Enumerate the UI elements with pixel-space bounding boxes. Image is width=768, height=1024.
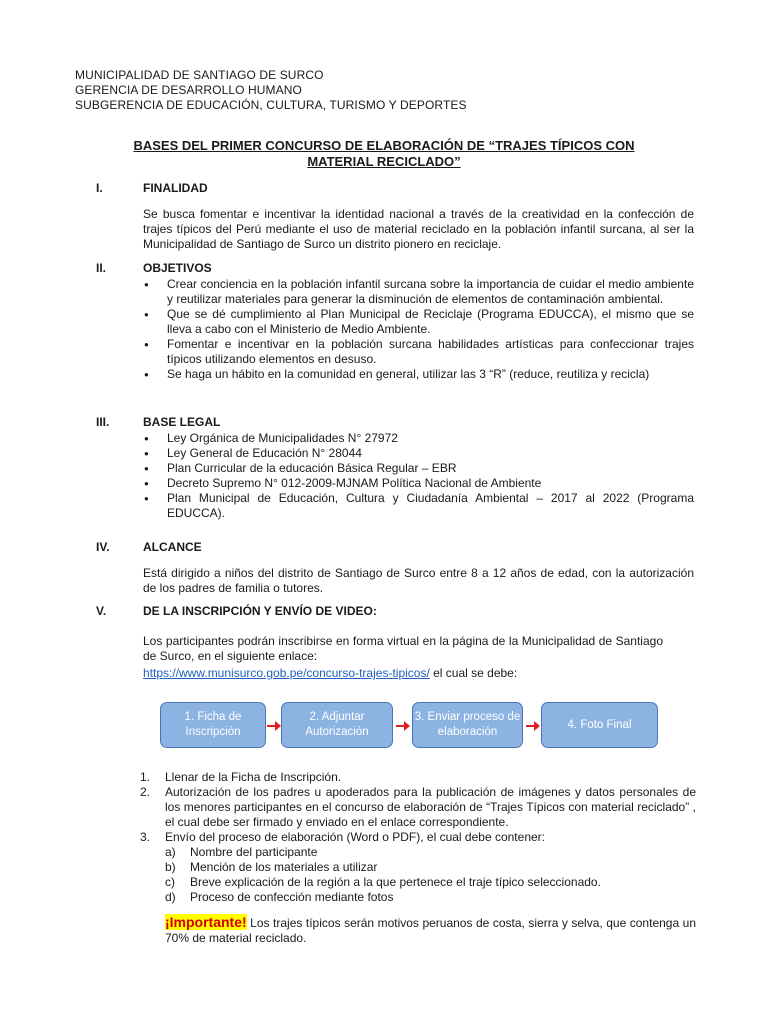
section-number: III. [96,415,110,429]
important-tag: ¡Importante! [165,914,247,930]
section-title: OBJETIVOS [143,261,212,275]
list-item: ● Se haga un hábito en la comunidad en general, utilizar las 3 “R” (reduce, reutiliza y recicla) [143,367,694,382]
sub-text: Mención de los materiales a utilizar [190,860,378,874]
step-item [140,830,696,905]
flow-step-autorizacion: 2. Adjuntar Autorización [281,702,393,748]
title-line-1: BASES DEL PRIMER CONCURSO DE ELABORACIÓN DE “TRAJES TÍPICOS CON [133,138,635,153]
sub-text: Proceso de confección mediante fotos [190,890,394,904]
sub-item [165,860,696,875]
objectives-list [143,277,694,382]
sub-list [165,845,696,905]
sub-letter: c) [165,875,175,889]
step-number: 2. [140,785,151,799]
link-line [143,666,694,681]
sub-letter: a) [165,845,176,859]
flow-step-ficha: 1. Ficha de Inscripción [160,702,266,748]
legal-list [143,431,694,521]
section-number: V. [96,604,107,618]
step-text: Autorización de los padres u apoderados para la publicación de imágenes y datos personales de los menores participantes en el concurso de elaboración de “Trajes Típicos con material reciclado” , el cual debe ser firmado y enviado en el enlace correspondiente. [165,785,696,829]
document-title [100,138,668,170]
step-text: Envío del proceso de elaboración (Word o PDF), el cual debe contener: [165,830,545,844]
section-text: Está dirigido a niños del distrito de Santiago de Surco entre 8 a 12 años de edad, con la autorización de los padres de familia o tutores. [143,566,694,595]
list-item: ● Plan Curricular de la educación Básica Regular – EBR [143,461,694,476]
sub-letter: b) [165,860,176,874]
sub-text: Nombre del participante [190,845,318,859]
section-title: FINALIDAD [143,181,208,195]
steps-list [140,770,696,905]
process-flow [160,702,660,750]
sub-item [165,890,696,905]
section-number: II. [96,261,107,275]
step-item [140,785,696,830]
list-item: ● Plan Municipal de Educación, Cultura y Ciudadanía Ambiental – 2017 al 2022 (Programa EDUCCA). [143,491,694,521]
list-item: ● Crear conciencia en la población infantil surcana sobre la importancia de cuidar el medio ambiente y reutilizar materiales para generar la disminución de elementos de contaminación ambiental. [143,277,694,307]
header-gerencia: GERENCIA DE DESARROLLO HUMANO [75,83,302,97]
section-text: Se busca fomentar e incentivar la identidad nacional a través de la creatividad en la confección de trajes típicos del Perú mediante el uso de material reciclado en la población infantil surcana, al ser la Municipalidad de Santiago de Surco un distrito pionero en reciclaje. [143,207,694,251]
important-text: Los trajes típicos serán motivos peruanos de costa, sierra y selva, que contenga un 70% de material reciclado. [165,916,696,945]
list-item: ● Fomentar e incentivar en la población surcana habilidades artísticas para confeccionar trajes típicos utilizando elementos en desuso. [143,337,694,367]
sub-letter: d) [165,890,176,904]
link-suffix: el cual se debe: [429,666,518,680]
header-municipality: MUNICIPALIDAD DE SANTIAGO DE SURCO [75,68,324,82]
arrow-right-icon [267,720,281,732]
section-title: BASE LEGAL [143,415,221,429]
list-item: ● Ley Orgánica de Municipalidades N° 27972 [143,431,694,446]
flow-step-proceso: 3. Enviar proceso de elaboración [412,702,523,748]
title-line-2: MATERIAL RECICLADO” [307,154,461,169]
section-title: DE LA INSCRIPCIÓN Y ENVÍO DE VIDEO: [143,604,377,618]
list-item: ● Decreto Supremo N° 012-2009-MJNAM Política Nacional de Ambiente [143,476,694,491]
sub-item [165,845,696,860]
sub-text: Breve explicación de la región a la que pertenece el traje típico seleccionado. [190,875,601,889]
document-header [75,68,467,113]
section-text: Los participantes podrán inscribirse en forma virtual en la página de la Municipalidad de Santiago de Surco, en el siguiente enlace: [143,634,663,663]
arrow-right-icon [396,720,410,732]
header-subgerencia: SUBGERENCIA DE EDUCACIÓN, CULTURA, TURISMO Y DEPORTES [75,98,467,112]
section-title: ALCANCE [143,540,202,554]
section-number: I. [96,181,103,195]
step-number: 3. [140,830,151,844]
section-number: IV. [96,540,110,554]
flow-step-foto-final: 4. Foto Final [541,702,658,748]
registration-link[interactable]: https://www.munisurco.gob.pe/concurso-trajes-tipicos/ [143,666,430,680]
important-note [165,915,696,946]
step-number: 1. [140,770,151,784]
step-text: Llenar de la Ficha de Inscripción. [165,770,342,784]
list-item: ● Que se dé cumplimiento al Plan Municipal de Reciclaje (Programa EDUCCA), el mismo que se lleva a cabo con el Ministerio de Medio Ambiente. [143,307,694,337]
sub-item [165,875,696,890]
list-item: ● Ley General de Educación N° 28044 [143,446,694,461]
step-item [140,770,696,785]
arrow-right-icon [526,720,540,732]
